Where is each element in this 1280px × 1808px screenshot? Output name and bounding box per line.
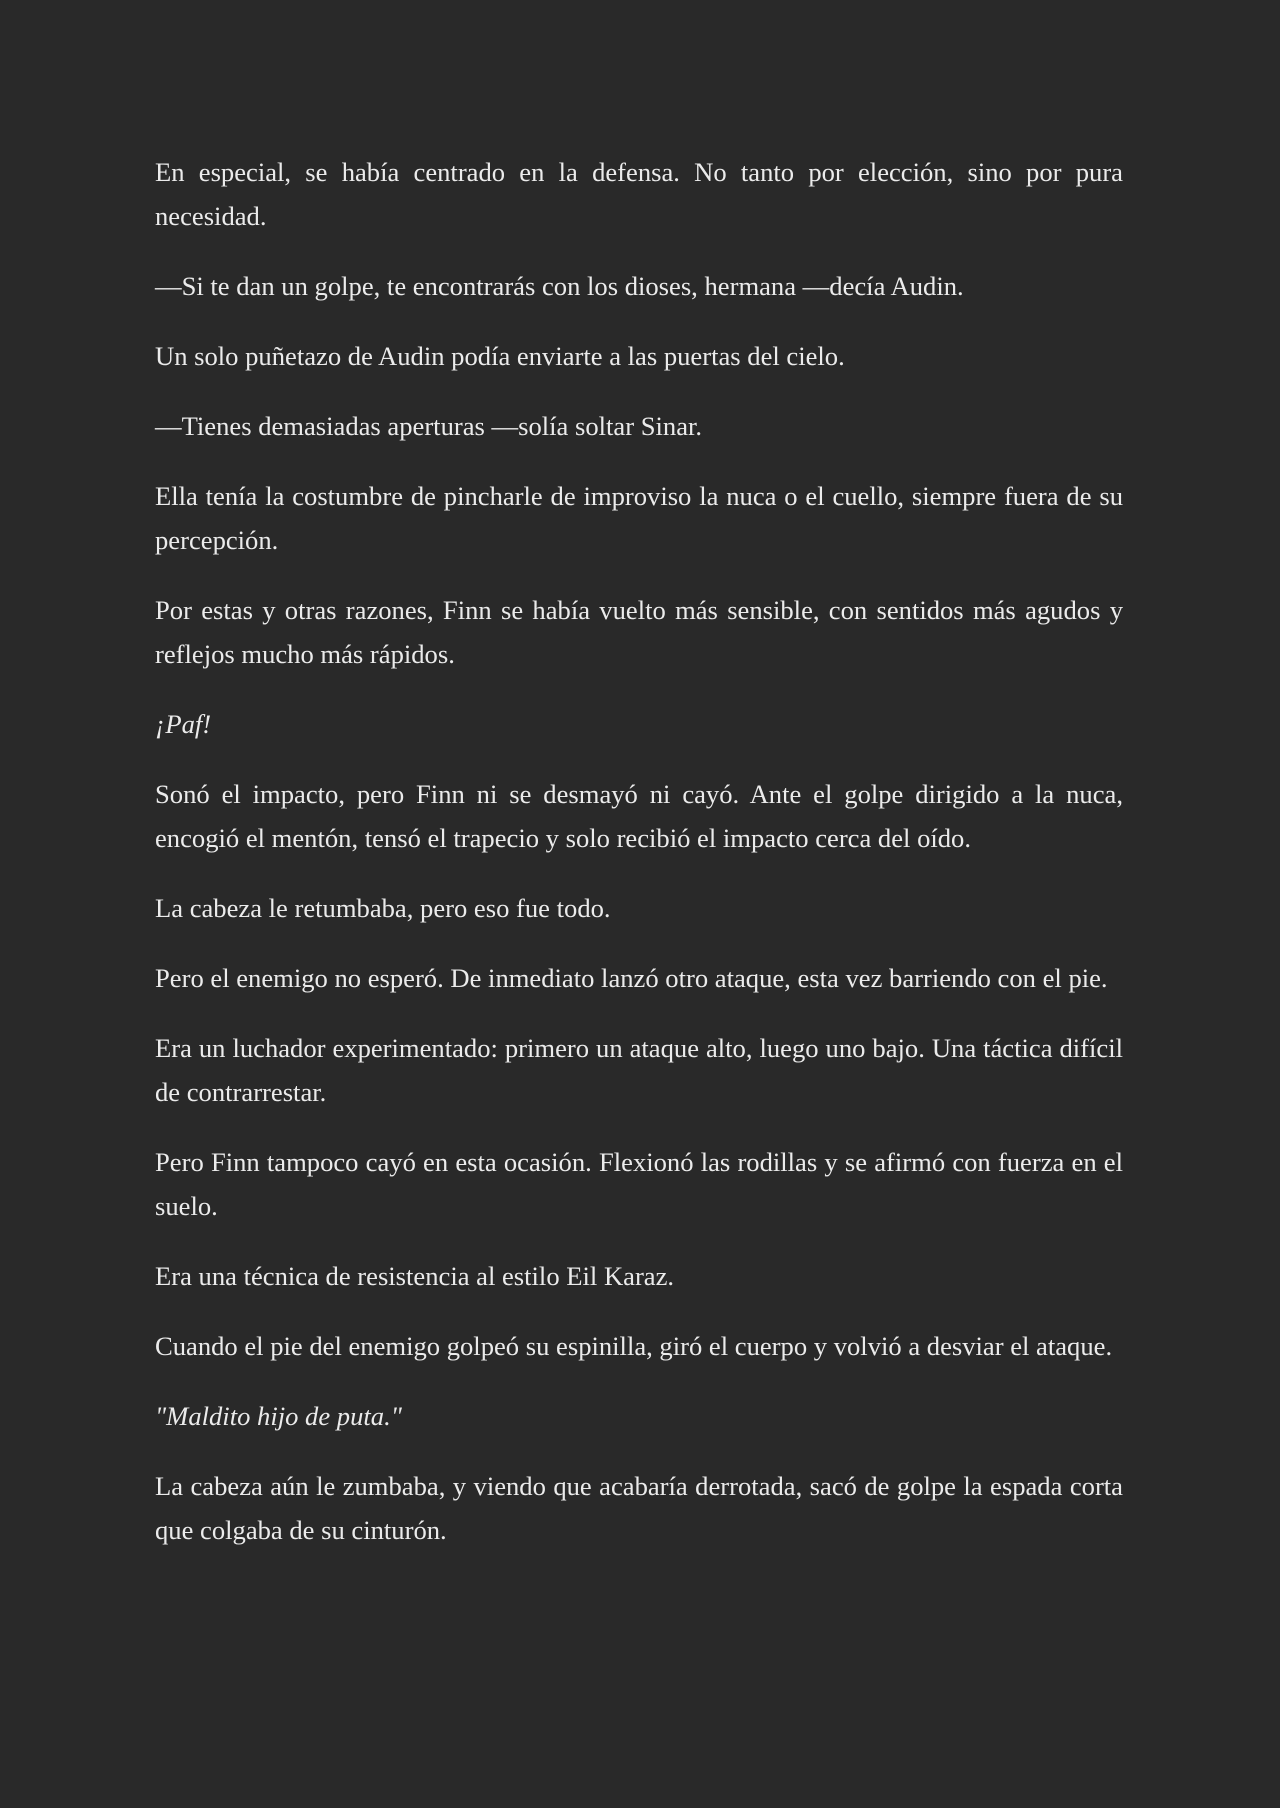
- paragraph: En especial, se había centrado en la defensa. No tanto por elección, sino por pura necesidad.: [155, 157, 1123, 231]
- paragraph: La cabeza le retumbaba, pero eso fue todo.: [155, 893, 611, 923]
- paragraph: —Tienes demasiadas aperturas —solía soltar Sinar.: [155, 411, 703, 441]
- paragraph: Era una técnica de resistencia al estilo Eil Karaz.: [155, 1261, 675, 1291]
- paragraph: Sonó el impacto, pero Finn ni se desmayó ni cayó. Ante el golpe dirigido a la nuca, encogió el mentón, tensó el trapecio y solo recibió el impacto cerca del oído.: [155, 779, 1123, 853]
- paragraph: Pero Finn tampoco cayó en esta ocasión. Flexionó las rodillas y se afirmó con fuerza en el suelo.: [155, 1147, 1123, 1221]
- paragraph-italic: "Maldito hijo de puta.": [155, 1401, 402, 1431]
- reader-content: [155, 150, 1123, 1578]
- paragraph: La cabeza aún le zumbaba, y viendo que acabaría derrotada, sacó de golpe la espada corta que colgaba de su cinturón.: [155, 1471, 1123, 1545]
- paragraph: Era un luchador experimentado: primero un ataque alto, luego uno bajo. Una táctica difícil de contrarrestar.: [155, 1033, 1123, 1107]
- paragraph: Ella tenía la costumbre de pincharle de improviso la nuca o el cuello, siempre fuera de su percepción.: [155, 481, 1123, 555]
- paragraph-italic: ¡Paf!: [155, 709, 212, 739]
- paragraph: —Si te dan un golpe, te encontrarás con los dioses, hermana —decía Audin.: [155, 271, 964, 301]
- paragraph: Pero el enemigo no esperó. De inmediato lanzó otro ataque, esta vez barriendo con el pie.: [155, 963, 1108, 993]
- paragraph: Cuando el pie del enemigo golpeó su espinilla, giró el cuerpo y volvió a desviar el ataque.: [155, 1331, 1113, 1361]
- paragraph: Por estas y otras razones, Finn se había vuelto más sensible, con sentidos más agudos y reflejos mucho más rápidos.: [155, 595, 1123, 669]
- paragraph: Un solo puñetazo de Audin podía enviarte a las puertas del cielo.: [155, 341, 845, 371]
